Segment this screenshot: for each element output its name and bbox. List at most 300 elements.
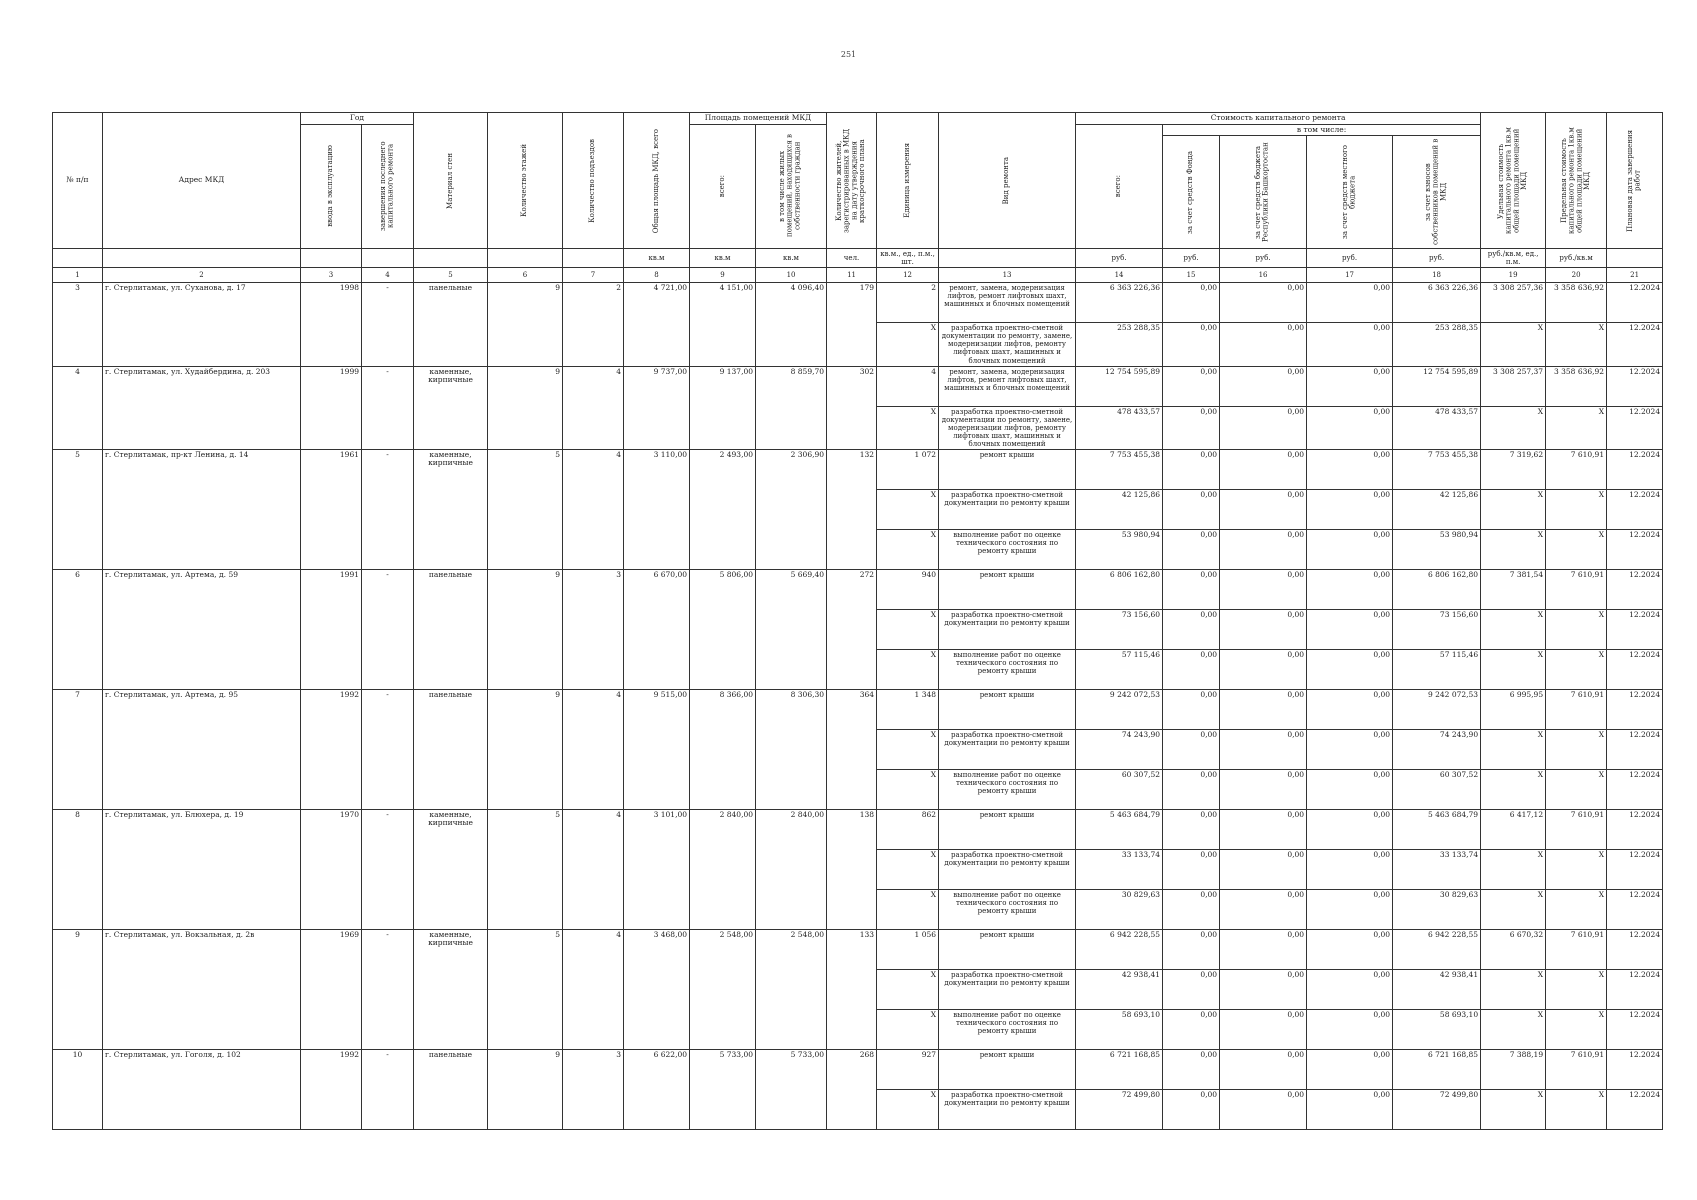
header-no: № п/п <box>53 113 103 249</box>
cost-local: 0,00 <box>1307 1089 1393 1129</box>
cost-local: 0,00 <box>1307 889 1393 929</box>
year-last-repair: - <box>362 449 414 569</box>
cost-owners: 58 693,10 <box>1393 1009 1481 1049</box>
work-type: ремонт крыши <box>939 569 1076 609</box>
cost-republic: 0,00 <box>1220 969 1307 1009</box>
cost-total: 253 288,35 <box>1076 323 1163 366</box>
table-row <box>53 1049 1663 1089</box>
specific-cost: X <box>1481 769 1546 809</box>
cost-local: 0,00 <box>1307 689 1393 729</box>
unit-cell <box>563 249 624 268</box>
cost-republic: 0,00 <box>1220 609 1307 649</box>
cost-republic: 0,00 <box>1220 366 1307 406</box>
specific-cost: 3 308 257,37 <box>1481 366 1546 406</box>
max-cost: 7 610,91 <box>1546 809 1607 849</box>
entrances-count: 4 <box>563 366 624 449</box>
row-number: 4 <box>53 366 103 449</box>
floors-count: 9 <box>488 569 563 689</box>
column-number-cell: 8 <box>624 268 690 283</box>
wall-material: каменные, кирпичные <box>414 929 488 1049</box>
cost-total: 6 942 228,55 <box>1076 929 1163 969</box>
cost-republic: 0,00 <box>1220 1049 1307 1089</box>
area-all: 9 137,00 <box>690 366 756 449</box>
wall-material: панельные <box>414 283 488 366</box>
entrances-count: 3 <box>563 569 624 689</box>
area-all: 4 151,00 <box>690 283 756 366</box>
specific-cost: X <box>1481 649 1546 689</box>
year-commission: 1992 <box>301 689 362 809</box>
cost-owners: 5 463 684,79 <box>1393 809 1481 849</box>
work-type: выполнение работ по оценке технического состояния по ремонту крыши <box>939 649 1076 689</box>
year-last-repair: - <box>362 1049 414 1129</box>
cost-total: 6 806 162,80 <box>1076 569 1163 609</box>
max-cost: 7 610,91 <box>1546 929 1607 969</box>
cost-local: 0,00 <box>1307 769 1393 809</box>
column-number-cell: 1 <box>53 268 103 283</box>
total-area: 6 622,00 <box>624 1049 690 1129</box>
building-address: г. Стерлитамак, ул. Блюхера, д. 19 <box>103 809 301 929</box>
max-cost: 3 358 636,92 <box>1546 366 1607 406</box>
cost-fund: 0,00 <box>1163 649 1220 689</box>
specific-cost: X <box>1481 489 1546 529</box>
column-number-cell: 14 <box>1076 268 1163 283</box>
max-cost: 3 358 636,92 <box>1546 283 1607 323</box>
area-all: 5 806,00 <box>690 569 756 689</box>
work-type: ремонт, замена, модернизация лифтов, ремонт лифтовых шахт, машинных и блочных помещений <box>939 366 1076 406</box>
building-address: г. Стерлитамак, ул. Худайбердина, д. 203 <box>103 366 301 449</box>
planned-date: 12.2024 <box>1607 809 1663 849</box>
work-unit: 1 072 <box>877 449 939 489</box>
unit-cell: кв.м <box>690 249 756 268</box>
residents-count: 302 <box>827 366 877 449</box>
column-number-cell: 9 <box>690 268 756 283</box>
entrances-count: 3 <box>563 1049 624 1129</box>
cost-republic: 0,00 <box>1220 489 1307 529</box>
total-area: 3 101,00 <box>624 809 690 929</box>
wall-material: каменные, кирпичные <box>414 449 488 569</box>
cost-fund: 0,00 <box>1163 729 1220 769</box>
cost-fund: 0,00 <box>1163 366 1220 406</box>
cost-owners: 74 243,90 <box>1393 729 1481 769</box>
header-wall-material: Материал стен <box>414 113 488 249</box>
year-commission: 1992 <box>301 1049 362 1129</box>
unit-cell <box>53 249 103 268</box>
work-type: разработка проектно-сметной документации по ремонту крыши <box>939 1089 1076 1129</box>
cost-total: 58 693,10 <box>1076 1009 1163 1049</box>
cost-local: 0,00 <box>1307 529 1393 569</box>
max-cost: X <box>1546 1009 1607 1049</box>
cost-local: 0,00 <box>1307 283 1393 323</box>
specific-cost: X <box>1481 969 1546 1009</box>
work-unit: X <box>877 406 939 449</box>
header-cost-total: всего: <box>1076 124 1163 249</box>
planned-date: 12.2024 <box>1607 689 1663 729</box>
cost-republic: 0,00 <box>1220 889 1307 929</box>
row-number: 6 <box>53 569 103 689</box>
max-cost: 7 610,91 <box>1546 569 1607 609</box>
work-type: разработка проектно-сметной документации по ремонту, замене, модернизации лифтов, ремонту лифтовых шахт, машинных и блочных помещений <box>939 406 1076 449</box>
cost-republic: 0,00 <box>1220 729 1307 769</box>
row-number: 3 <box>53 283 103 366</box>
specific-cost: X <box>1481 323 1546 366</box>
cost-fund: 0,00 <box>1163 929 1220 969</box>
header-total-area: Общая площадь МКД, всего <box>624 113 690 249</box>
work-unit: 1 348 <box>877 689 939 729</box>
specific-cost: X <box>1481 889 1546 929</box>
work-type: разработка проектно-сметной документации по ремонту крыши <box>939 609 1076 649</box>
residents-count: 133 <box>827 929 877 1049</box>
cost-republic: 0,00 <box>1220 406 1307 449</box>
area-residential: 2 548,00 <box>756 929 827 1049</box>
header-specific-cost: Удельная стоимость капитального ремонта 1кв.м общей площади помещений МКД <box>1481 113 1546 249</box>
column-number-cell: 19 <box>1481 268 1546 283</box>
specific-cost: X <box>1481 406 1546 449</box>
table-body <box>53 283 1663 1129</box>
cost-total: 53 980,94 <box>1076 529 1163 569</box>
header-year-group: Год <box>301 113 414 125</box>
column-number-cell: 2 <box>103 268 301 283</box>
total-area: 6 670,00 <box>624 569 690 689</box>
unit-cell <box>103 249 301 268</box>
planned-date: 12.2024 <box>1607 769 1663 809</box>
unit-cell: руб. <box>1307 249 1393 268</box>
column-number-cell: 21 <box>1607 268 1663 283</box>
area-all: 2 493,00 <box>690 449 756 569</box>
column-number-cell: 11 <box>827 268 877 283</box>
cost-total: 33 133,74 <box>1076 849 1163 889</box>
planned-date: 12.2024 <box>1607 609 1663 649</box>
header-area-all: всего: <box>690 124 756 249</box>
cost-owners: 73 156,60 <box>1393 609 1481 649</box>
planned-date: 12.2024 <box>1607 929 1663 969</box>
cost-local: 0,00 <box>1307 649 1393 689</box>
cost-owners: 72 499,80 <box>1393 1089 1481 1129</box>
unit-cell: руб. <box>1393 249 1481 268</box>
work-unit: 862 <box>877 809 939 849</box>
column-number-cell: 10 <box>756 268 827 283</box>
max-cost: X <box>1546 1089 1607 1129</box>
work-unit: X <box>877 769 939 809</box>
unit-cell <box>301 249 362 268</box>
area-all: 2 548,00 <box>690 929 756 1049</box>
area-residential: 2 306,90 <box>756 449 827 569</box>
building-address: г. Стерлитамак, ул. Артема, д. 95 <box>103 689 301 809</box>
entrances-count: 4 <box>563 449 624 569</box>
cost-total: 5 463 684,79 <box>1076 809 1163 849</box>
unit-cell: кв.м <box>624 249 690 268</box>
cost-owners: 33 133,74 <box>1393 849 1481 889</box>
cost-fund: 0,00 <box>1163 769 1220 809</box>
year-commission: 1961 <box>301 449 362 569</box>
max-cost: 7 610,91 <box>1546 689 1607 729</box>
unit-cell: руб./кв.м <box>1546 249 1607 268</box>
wall-material: панельные <box>414 689 488 809</box>
unit-cell <box>1607 249 1663 268</box>
page-number: 251 <box>840 50 857 59</box>
max-cost: X <box>1546 889 1607 929</box>
planned-date: 12.2024 <box>1607 489 1663 529</box>
area-residential: 8 306,30 <box>756 689 827 809</box>
planned-date: 12.2024 <box>1607 729 1663 769</box>
row-number: 5 <box>53 449 103 569</box>
cost-owners: 42 938,41 <box>1393 969 1481 1009</box>
area-all: 8 366,00 <box>690 689 756 809</box>
residents-count: 138 <box>827 809 877 929</box>
residents-count: 268 <box>827 1049 877 1129</box>
cost-owners: 12 754 595,89 <box>1393 366 1481 406</box>
area-all: 2 840,00 <box>690 809 756 929</box>
planned-date: 12.2024 <box>1607 1049 1663 1089</box>
cost-total: 60 307,52 <box>1076 769 1163 809</box>
entrances-count: 4 <box>563 809 624 929</box>
header-cost-including: в том числе: <box>1163 124 1481 136</box>
building-address: г. Стерлитамак, ул. Гоголя, д. 102 <box>103 1049 301 1129</box>
table-row <box>53 569 1663 609</box>
cost-fund: 0,00 <box>1163 689 1220 729</box>
column-number-cell: 6 <box>488 268 563 283</box>
unit-cell: руб. <box>1076 249 1163 268</box>
header-area-residential: в том числе жилых помещений, находящихся в собственности граждан <box>756 124 827 249</box>
planned-date: 12.2024 <box>1607 649 1663 689</box>
column-number-cell: 4 <box>362 268 414 283</box>
building-address: г. Стерлитамак, ул. Артема, д. 59 <box>103 569 301 689</box>
work-type: разработка проектно-сметной документации по ремонту крыши <box>939 489 1076 529</box>
cost-owners: 9 242 072,53 <box>1393 689 1481 729</box>
cost-owners: 6 942 228,55 <box>1393 929 1481 969</box>
max-cost: X <box>1546 489 1607 529</box>
row-number: 10 <box>53 1049 103 1129</box>
max-cost: X <box>1546 649 1607 689</box>
column-numbers-row <box>53 268 1663 283</box>
work-type: разработка проектно-сметной документации по ремонту, замене, модернизации лифтов, ремонту лифтовых шахт, машинных и блочных помещений <box>939 323 1076 366</box>
work-unit: X <box>877 609 939 649</box>
cost-owners: 30 829,63 <box>1393 889 1481 929</box>
floors-count: 9 <box>488 366 563 449</box>
work-type: разработка проектно-сметной документации по ремонту крыши <box>939 969 1076 1009</box>
year-last-repair: - <box>362 689 414 809</box>
floors-count: 5 <box>488 929 563 1049</box>
row-number: 7 <box>53 689 103 809</box>
cost-total: 42 938,41 <box>1076 969 1163 1009</box>
specific-cost: 6 670,32 <box>1481 929 1546 969</box>
year-last-repair: - <box>362 283 414 366</box>
planned-date: 12.2024 <box>1607 969 1663 1009</box>
column-number-cell: 16 <box>1220 268 1307 283</box>
floors-count: 9 <box>488 1049 563 1129</box>
cost-republic: 0,00 <box>1220 689 1307 729</box>
header-year-commission: ввода в эксплуатацию <box>301 124 362 249</box>
cost-owners: 478 433,57 <box>1393 406 1481 449</box>
cost-total: 7 753 455,38 <box>1076 449 1163 489</box>
wall-material: каменные, кирпичные <box>414 366 488 449</box>
cost-republic: 0,00 <box>1220 1089 1307 1129</box>
cost-fund: 0,00 <box>1163 449 1220 489</box>
column-number-cell: 17 <box>1307 268 1393 283</box>
work-unit: X <box>877 489 939 529</box>
building-address: г. Стерлитамак, пр-кт Ленина, д. 14 <box>103 449 301 569</box>
cost-total: 6 363 226,36 <box>1076 283 1163 323</box>
cost-owners: 6 721 168,85 <box>1393 1049 1481 1089</box>
work-type: разработка проектно-сметной документации по ремонту крыши <box>939 729 1076 769</box>
cost-republic: 0,00 <box>1220 529 1307 569</box>
building-address: г. Стерлитамак, ул. Суханова, д. 17 <box>103 283 301 366</box>
row-number: 8 <box>53 809 103 929</box>
specific-cost: X <box>1481 729 1546 769</box>
header-entrances: Количество подъездов <box>563 113 624 249</box>
specific-cost: X <box>1481 609 1546 649</box>
cost-local: 0,00 <box>1307 449 1393 489</box>
unit-cell <box>414 249 488 268</box>
work-unit: X <box>877 529 939 569</box>
header-year-last-repair: завершения последнего капитального ремонта <box>362 124 414 249</box>
header-area-group: Площадь помещений МКД <box>690 113 827 125</box>
column-number-cell: 7 <box>563 268 624 283</box>
cost-republic: 0,00 <box>1220 929 1307 969</box>
table-row <box>53 809 1663 849</box>
cost-local: 0,00 <box>1307 729 1393 769</box>
table-row <box>53 929 1663 969</box>
work-type: ремонт крыши <box>939 689 1076 729</box>
unit-cell <box>362 249 414 268</box>
column-number-cell: 5 <box>414 268 488 283</box>
work-unit: X <box>877 729 939 769</box>
cost-owners: 60 307,52 <box>1393 769 1481 809</box>
unit-cell <box>939 249 1076 268</box>
specific-cost: X <box>1481 529 1546 569</box>
cost-local: 0,00 <box>1307 366 1393 406</box>
area-all: 5 733,00 <box>690 1049 756 1129</box>
max-cost: X <box>1546 969 1607 1009</box>
cost-republic: 0,00 <box>1220 283 1307 323</box>
total-area: 3 468,00 <box>624 929 690 1049</box>
year-commission: 1998 <box>301 283 362 366</box>
work-type: ремонт крыши <box>939 1049 1076 1089</box>
work-unit: X <box>877 649 939 689</box>
cost-local: 0,00 <box>1307 929 1393 969</box>
cost-fund: 0,00 <box>1163 569 1220 609</box>
cost-total: 57 115,46 <box>1076 649 1163 689</box>
header-cost-fund: за счет средств Фонда <box>1163 136 1220 249</box>
area-residential: 8 859,70 <box>756 366 827 449</box>
cost-local: 0,00 <box>1307 569 1393 609</box>
year-last-repair: - <box>362 929 414 1049</box>
planned-date: 12.2024 <box>1607 1089 1663 1129</box>
cost-local: 0,00 <box>1307 323 1393 366</box>
planned-date: 12.2024 <box>1607 449 1663 489</box>
max-cost: X <box>1546 849 1607 889</box>
work-unit: 1 056 <box>877 929 939 969</box>
residents-count: 132 <box>827 449 877 569</box>
cost-republic: 0,00 <box>1220 769 1307 809</box>
work-type: разработка проектно-сметной документации по ремонту крыши <box>939 849 1076 889</box>
header-cost-owners: за счет взносов собственников помещений в МКД <box>1393 136 1481 249</box>
cost-republic: 0,00 <box>1220 849 1307 889</box>
cost-fund: 0,00 <box>1163 283 1220 323</box>
year-last-repair: - <box>362 366 414 449</box>
floors-count: 5 <box>488 449 563 569</box>
specific-cost: 7 381,54 <box>1481 569 1546 609</box>
total-area: 9 515,00 <box>624 689 690 809</box>
cost-fund: 0,00 <box>1163 1049 1220 1089</box>
work-unit: 4 <box>877 366 939 406</box>
cost-owners: 6 806 162,80 <box>1393 569 1481 609</box>
cost-owners: 6 363 226,36 <box>1393 283 1481 323</box>
work-unit: 2 <box>877 283 939 323</box>
cost-total: 6 721 168,85 <box>1076 1049 1163 1089</box>
max-cost: X <box>1546 609 1607 649</box>
floors-count: 9 <box>488 689 563 809</box>
work-type: ремонт крыши <box>939 929 1076 969</box>
work-unit: 940 <box>877 569 939 609</box>
floors-count: 9 <box>488 283 563 366</box>
entrances-count: 4 <box>563 689 624 809</box>
area-residential: 4 096,40 <box>756 283 827 366</box>
cost-local: 0,00 <box>1307 849 1393 889</box>
specific-cost: 6 995,95 <box>1481 689 1546 729</box>
max-cost: 7 610,91 <box>1546 1049 1607 1089</box>
cost-fund: 0,00 <box>1163 969 1220 1009</box>
total-area: 3 110,00 <box>624 449 690 569</box>
cost-republic: 0,00 <box>1220 1009 1307 1049</box>
cost-owners: 7 753 455,38 <box>1393 449 1481 489</box>
work-unit: X <box>877 1089 939 1129</box>
area-residential: 5 733,00 <box>756 1049 827 1129</box>
cost-local: 0,00 <box>1307 406 1393 449</box>
table-row <box>53 366 1663 406</box>
cost-fund: 0,00 <box>1163 849 1220 889</box>
unit-cell: кв.м., ед., п.м., шт. <box>877 249 939 268</box>
header-cost-republic: за счет средств бюджета Республики Башкортостан <box>1220 136 1307 249</box>
cost-owners: 57 115,46 <box>1393 649 1481 689</box>
cost-fund: 0,00 <box>1163 1089 1220 1129</box>
header-address: Адрес МКД <box>103 113 301 249</box>
specific-cost: 3 308 257,36 <box>1481 283 1546 323</box>
specific-cost: 7 388,19 <box>1481 1049 1546 1089</box>
planned-date: 12.2024 <box>1607 1009 1663 1049</box>
row-number: 9 <box>53 929 103 1049</box>
table-row <box>53 449 1663 489</box>
year-commission: 1970 <box>301 809 362 929</box>
year-commission: 1991 <box>301 569 362 689</box>
header-cost-local: за счет средств местного бюджета <box>1307 136 1393 249</box>
residents-count: 179 <box>827 283 877 366</box>
work-type: ремонт, замена, модернизация лифтов, ремонт лифтовых шахт, машинных и блочных помещений <box>939 283 1076 323</box>
cost-total: 12 754 595,89 <box>1076 366 1163 406</box>
cost-fund: 0,00 <box>1163 489 1220 529</box>
cost-total: 72 499,80 <box>1076 1089 1163 1129</box>
work-unit: X <box>877 323 939 366</box>
work-type: ремонт крыши <box>939 449 1076 489</box>
planned-date: 12.2024 <box>1607 529 1663 569</box>
specific-cost: 6 417,12 <box>1481 809 1546 849</box>
year-commission: 1999 <box>301 366 362 449</box>
cost-local: 0,00 <box>1307 1049 1393 1089</box>
planned-date: 12.2024 <box>1607 889 1663 929</box>
cost-total: 478 433,57 <box>1076 406 1163 449</box>
entrances-count: 4 <box>563 929 624 1049</box>
residents-count: 364 <box>827 689 877 809</box>
work-unit: X <box>877 969 939 1009</box>
column-number-cell: 12 <box>877 268 939 283</box>
specific-cost: X <box>1481 849 1546 889</box>
units-row <box>53 249 1663 268</box>
planned-date: 12.2024 <box>1607 323 1663 366</box>
header-floors: Количество этажей <box>488 113 563 249</box>
cost-fund: 0,00 <box>1163 809 1220 849</box>
unit-cell: чел. <box>827 249 877 268</box>
wall-material: панельные <box>414 1049 488 1129</box>
cost-fund: 0,00 <box>1163 529 1220 569</box>
